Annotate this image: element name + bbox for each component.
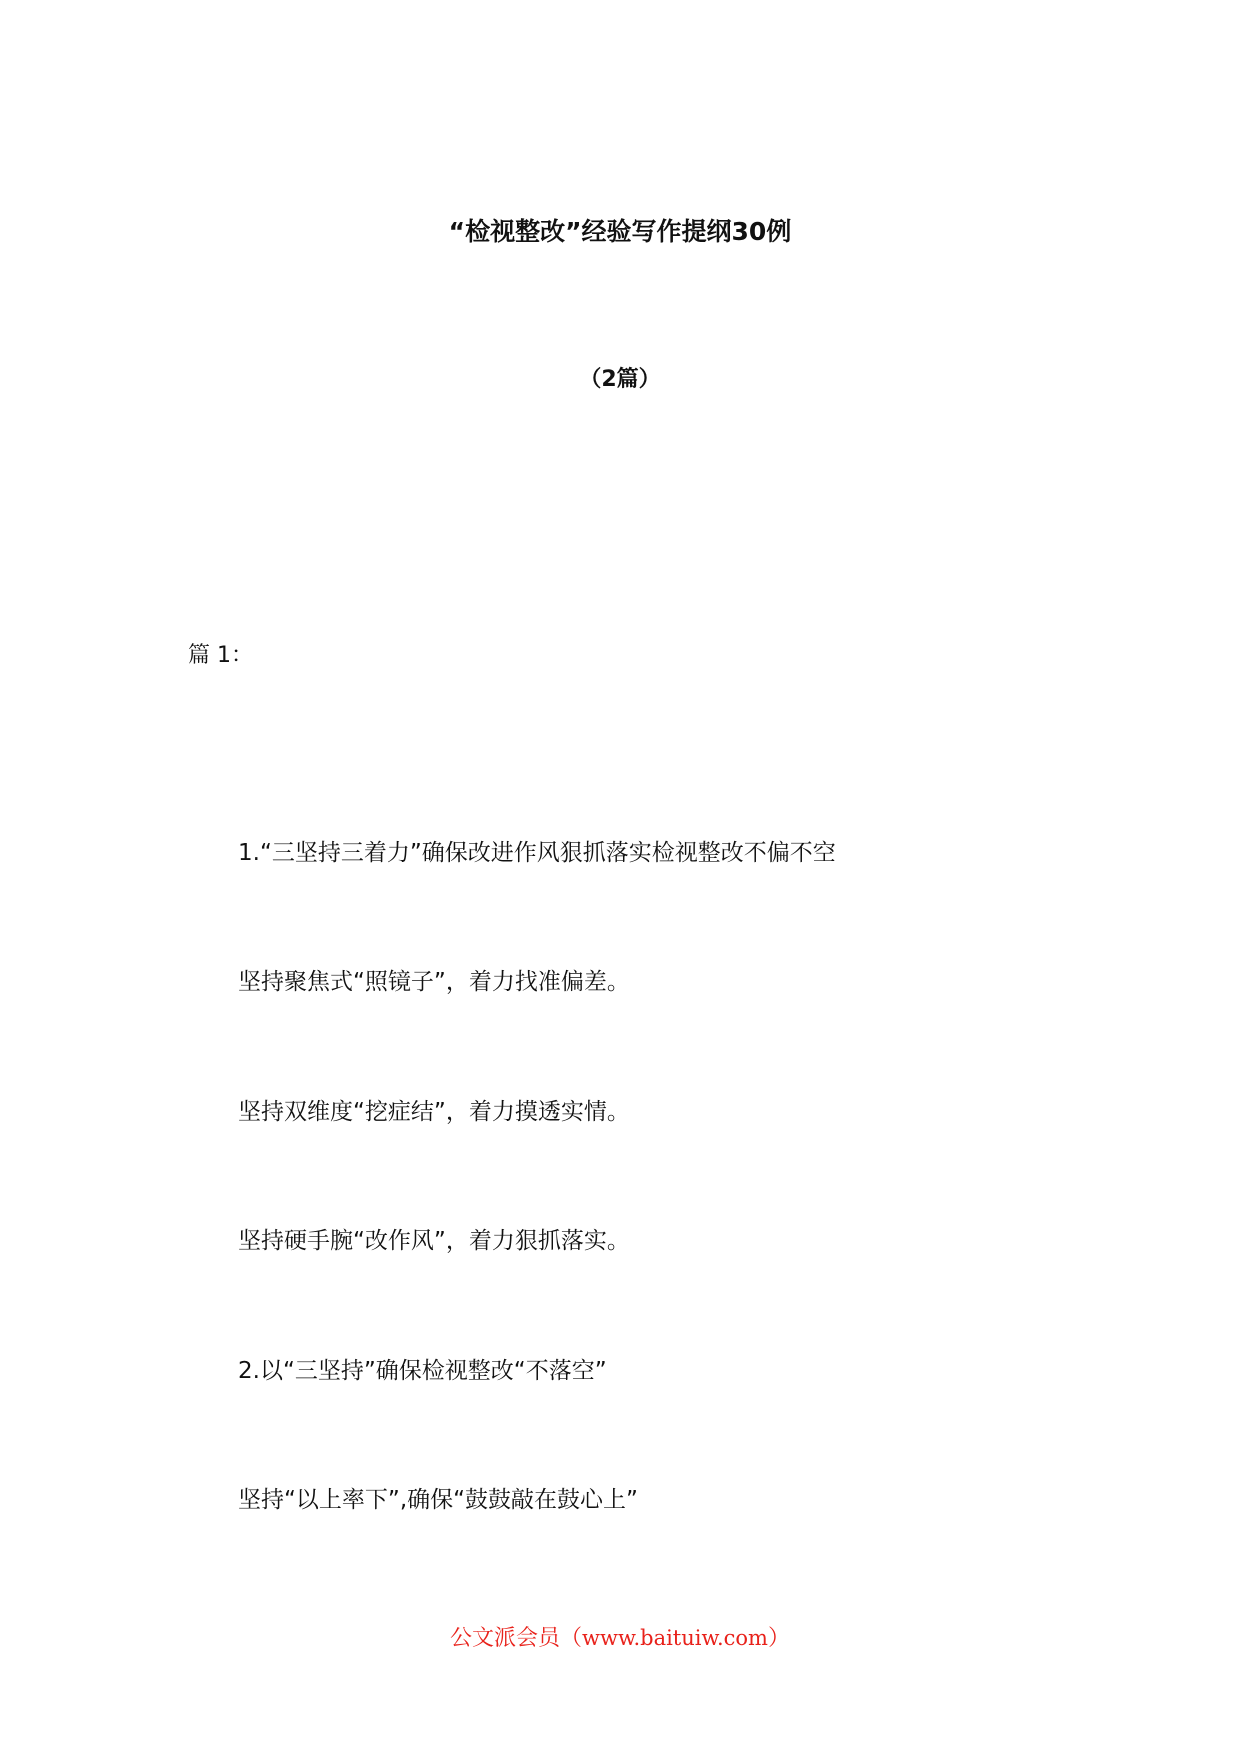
document-subtitle: （2篇） (579, 367, 661, 392)
document-title: “检视整改”经验写作提纲30例 (448, 217, 792, 246)
outline-point: 坚持双维度“挖症结”，着力摸透实情。 (238, 1099, 630, 1125)
section-label: 篇 1： (188, 643, 253, 668)
outline-point: 坚持硬手腕“改作风”，着力狠抓落实。 (238, 1228, 630, 1254)
outline-heading-1: 1.“三坚持三着力”确保改进作风狠抓落实检视整改不偏不空 (238, 840, 836, 866)
outline-heading-2: 2.以“三坚持”确保检视整改“不落空” (238, 1358, 607, 1384)
footer-watermark (0, 1621, 1240, 1652)
footer-suffix: ） (767, 1626, 790, 1651)
outline-point: 坚持聚焦式“照镜子”，着力找准偏差。 (238, 969, 630, 995)
outline-point: 坚持“以上率下”,确保“鼓鼓敲在鼓心上” (238, 1487, 638, 1513)
footer-prefix: 公文派会员（ (450, 1626, 583, 1651)
footer-url-link[interactable]: www.baituiw.com (582, 1626, 768, 1650)
